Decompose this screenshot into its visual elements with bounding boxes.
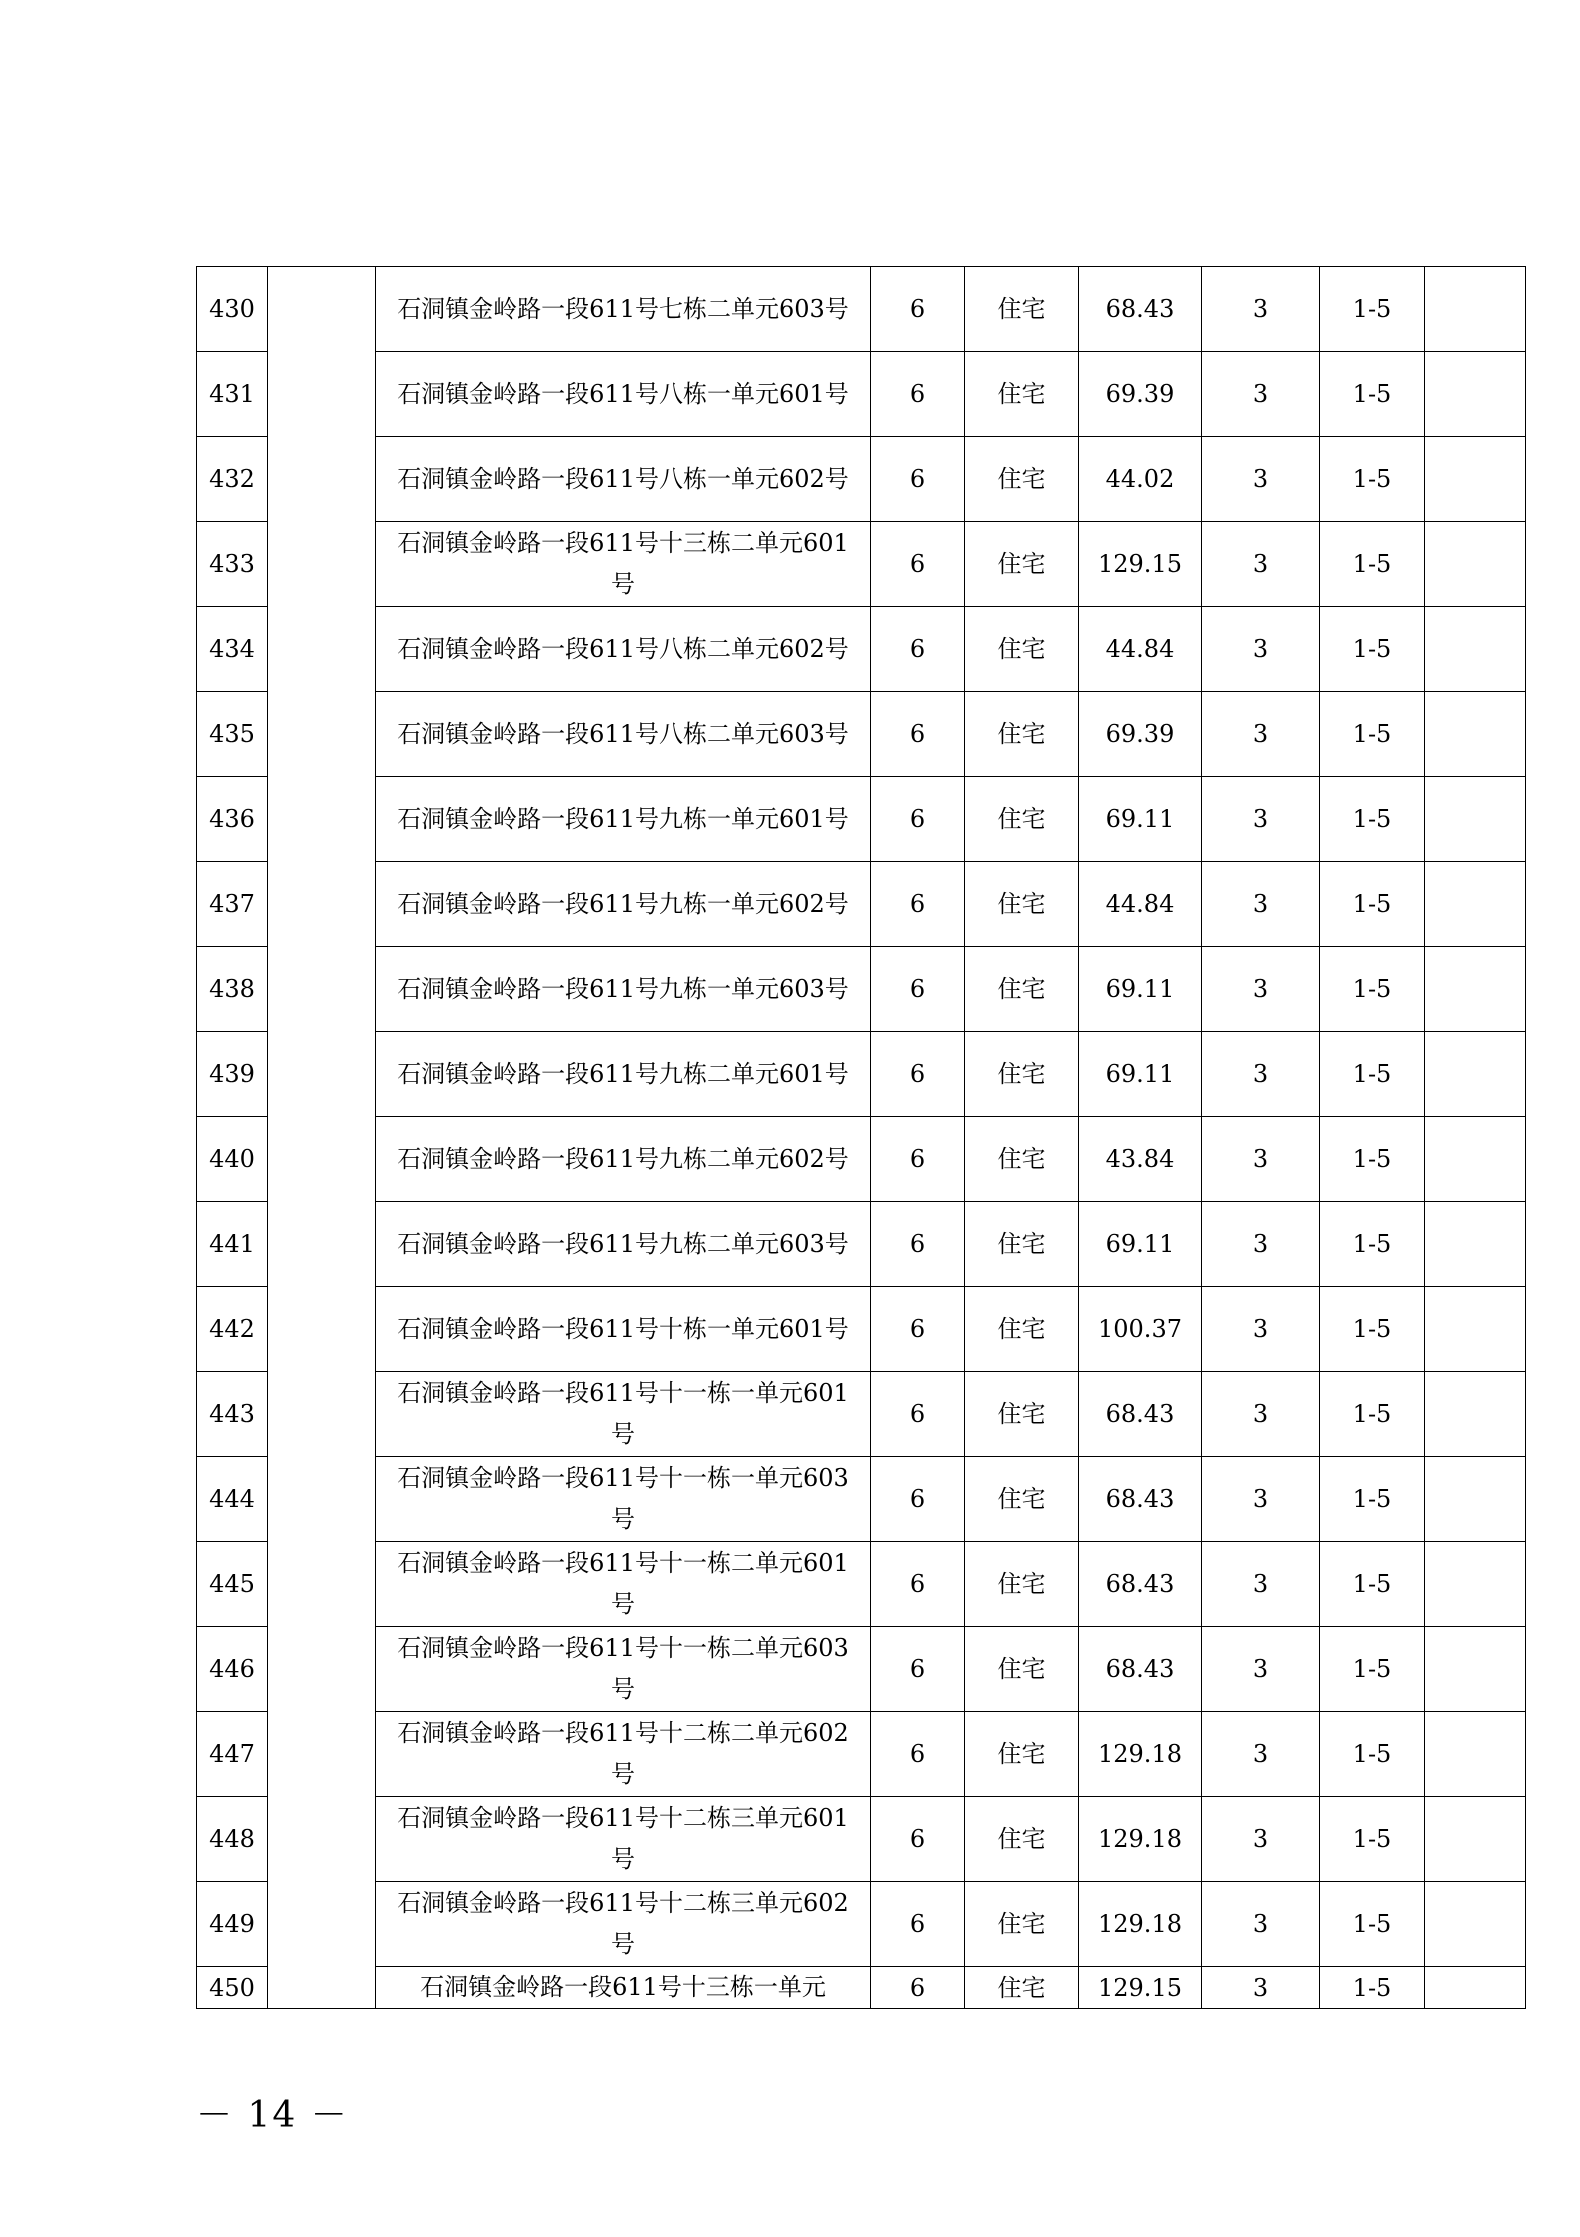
usage-cell: 住宅 (965, 777, 1079, 862)
grade-cell: 3 (1202, 607, 1320, 692)
table-row (197, 607, 1526, 692)
note-cell (1425, 1032, 1526, 1117)
area-cell: 43.84 (1079, 1117, 1202, 1202)
grade-cell: 3 (1202, 692, 1320, 777)
grade-cell: 3 (1202, 352, 1320, 437)
usage-cell: 住宅 (965, 947, 1079, 1032)
area-cell: 129.18 (1079, 1882, 1202, 1967)
usage-cell: 住宅 (965, 1542, 1079, 1627)
row-number-cell: 443 (197, 1372, 268, 1457)
area-cell: 69.39 (1079, 692, 1202, 777)
grade-cell: 3 (1202, 1712, 1320, 1797)
note-cell (1425, 1117, 1526, 1202)
area-cell: 100.37 (1079, 1287, 1202, 1372)
note-cell (1425, 692, 1526, 777)
row-number-cell: 442 (197, 1287, 268, 1372)
usage-cell: 住宅 (965, 267, 1079, 352)
usage-cell: 住宅 (965, 1967, 1079, 2009)
area-cell: 129.15 (1079, 522, 1202, 607)
range-cell: 1-5 (1320, 692, 1425, 777)
range-cell: 1-5 (1320, 437, 1425, 522)
grade-cell: 3 (1202, 777, 1320, 862)
table-row (197, 1712, 1526, 1797)
note-cell (1425, 777, 1526, 862)
range-cell: 1-5 (1320, 1117, 1425, 1202)
area-cell: 44.84 (1079, 862, 1202, 947)
address-cell: 石洞镇金岭路一段611号十三栋一单元 (376, 1967, 871, 2009)
address-cell: 石洞镇金岭路一段611号十一栋二单元603号 (376, 1627, 871, 1712)
note-cell (1425, 1287, 1526, 1372)
usage-cell: 住宅 (965, 692, 1079, 777)
range-cell: 1-5 (1320, 1627, 1425, 1712)
row-number-cell: 450 (197, 1967, 268, 2009)
note-cell (1425, 1712, 1526, 1797)
grade-cell: 3 (1202, 1542, 1320, 1627)
address-cell: 石洞镇金岭路一段611号九栋二单元601号 (376, 1032, 871, 1117)
table-row (197, 1032, 1526, 1117)
floor-cell: 6 (871, 607, 965, 692)
floor-cell: 6 (871, 1372, 965, 1457)
address-cell: 石洞镇金岭路一段611号十三栋二单元601号 (376, 522, 871, 607)
address-cell: 石洞镇金岭路一段611号十一栋一单元603号 (376, 1457, 871, 1542)
floor-cell: 6 (871, 352, 965, 437)
floor-cell: 6 (871, 1202, 965, 1287)
usage-cell: 住宅 (965, 1797, 1079, 1882)
row-number-cell: 446 (197, 1627, 268, 1712)
note-cell (1425, 1797, 1526, 1882)
note-cell (1425, 1202, 1526, 1287)
floor-cell: 6 (871, 1032, 965, 1117)
floor-cell: 6 (871, 1967, 965, 2009)
note-cell (1425, 1542, 1526, 1627)
range-cell: 1-5 (1320, 1202, 1425, 1287)
table-row (197, 1797, 1526, 1882)
range-cell: 1-5 (1320, 862, 1425, 947)
area-cell: 68.43 (1079, 1457, 1202, 1542)
grade-cell: 3 (1202, 1032, 1320, 1117)
usage-cell: 住宅 (965, 1372, 1079, 1457)
floor-cell: 6 (871, 267, 965, 352)
floor-cell: 6 (871, 1797, 965, 1882)
address-cell: 石洞镇金岭路一段611号八栋一单元601号 (376, 352, 871, 437)
row-number-cell: 432 (197, 437, 268, 522)
row-number-cell: 437 (197, 862, 268, 947)
row-number-cell: 449 (197, 1882, 268, 1967)
usage-cell: 住宅 (965, 522, 1079, 607)
note-cell (1425, 862, 1526, 947)
range-cell: 1-5 (1320, 1287, 1425, 1372)
note-cell (1425, 437, 1526, 522)
floor-cell: 6 (871, 1712, 965, 1797)
range-cell: 1-5 (1320, 1032, 1425, 1117)
address-cell: 石洞镇金岭路一段611号九栋二单元602号 (376, 1117, 871, 1202)
usage-cell: 住宅 (965, 1712, 1079, 1797)
address-cell: 石洞镇金岭路一段611号八栋二单元603号 (376, 692, 871, 777)
row-number-cell: 440 (197, 1117, 268, 1202)
range-cell: 1-5 (1320, 947, 1425, 1032)
area-cell: 44.02 (1079, 437, 1202, 522)
floor-cell: 6 (871, 1882, 965, 1967)
address-cell: 石洞镇金岭路一段611号十栋一单元601号 (376, 1287, 871, 1372)
table-row (197, 1967, 1526, 2009)
usage-cell: 住宅 (965, 862, 1079, 947)
address-cell: 石洞镇金岭路一段611号十二栋三单元602号 (376, 1882, 871, 1967)
usage-cell: 住宅 (965, 1457, 1079, 1542)
table-row (197, 862, 1526, 947)
table-row (197, 777, 1526, 862)
page-number: － 14 － (196, 2095, 349, 2136)
note-cell (1425, 1967, 1526, 2009)
row-number-cell: 431 (197, 352, 268, 437)
table-row (197, 522, 1526, 607)
grade-cell: 3 (1202, 947, 1320, 1032)
note-cell (1425, 1627, 1526, 1712)
usage-cell: 住宅 (965, 1032, 1079, 1117)
address-cell: 石洞镇金岭路一段611号八栋一单元602号 (376, 437, 871, 522)
area-cell: 69.11 (1079, 947, 1202, 1032)
row-number-cell: 444 (197, 1457, 268, 1542)
usage-cell: 住宅 (965, 1627, 1079, 1712)
floor-cell: 6 (871, 522, 965, 607)
range-cell: 1-5 (1320, 777, 1425, 862)
grade-cell: 3 (1202, 1457, 1320, 1542)
range-cell: 1-5 (1320, 267, 1425, 352)
row-number-cell: 433 (197, 522, 268, 607)
table-row (197, 1457, 1526, 1542)
grade-cell: 3 (1202, 1202, 1320, 1287)
floor-cell: 6 (871, 1627, 965, 1712)
table-row (197, 267, 1526, 352)
grade-cell: 3 (1202, 1797, 1320, 1882)
table-row (197, 1882, 1526, 1967)
table-row (197, 1202, 1526, 1287)
range-cell: 1-5 (1320, 1457, 1425, 1542)
address-cell: 石洞镇金岭路一段611号十一栋一单元601号 (376, 1372, 871, 1457)
area-cell: 68.43 (1079, 1627, 1202, 1712)
row-number-cell: 447 (197, 1712, 268, 1797)
area-cell: 129.15 (1079, 1967, 1202, 2009)
usage-cell: 住宅 (965, 1287, 1079, 1372)
floor-cell: 6 (871, 437, 965, 522)
grade-cell: 3 (1202, 1967, 1320, 2009)
table-row (197, 1542, 1526, 1627)
range-cell: 1-5 (1320, 1882, 1425, 1967)
area-cell: 69.39 (1079, 352, 1202, 437)
note-cell (1425, 522, 1526, 607)
address-cell: 石洞镇金岭路一段611号九栋一单元603号 (376, 947, 871, 1032)
grade-cell: 3 (1202, 1117, 1320, 1202)
note-cell (1425, 607, 1526, 692)
table-row (197, 437, 1526, 522)
address-cell: 石洞镇金岭路一段611号九栋二单元603号 (376, 1202, 871, 1287)
table-row (197, 352, 1526, 437)
usage-cell: 住宅 (965, 1202, 1079, 1287)
address-cell: 石洞镇金岭路一段611号九栋一单元602号 (376, 862, 871, 947)
note-cell (1425, 267, 1526, 352)
grade-cell: 3 (1202, 1287, 1320, 1372)
grade-cell: 3 (1202, 267, 1320, 352)
property-table (196, 266, 1526, 2009)
row-number-cell: 436 (197, 777, 268, 862)
grade-cell: 3 (1202, 437, 1320, 522)
usage-cell: 住宅 (965, 1117, 1079, 1202)
floor-cell: 6 (871, 1542, 965, 1627)
area-cell: 129.18 (1079, 1712, 1202, 1797)
note-cell (1425, 1457, 1526, 1542)
range-cell: 1-5 (1320, 1967, 1425, 2009)
floor-cell: 6 (871, 1117, 965, 1202)
address-cell: 石洞镇金岭路一段611号七栋二单元603号 (376, 267, 871, 352)
row-number-cell: 441 (197, 1202, 268, 1287)
area-cell: 69.11 (1079, 1032, 1202, 1117)
area-cell: 68.43 (1079, 267, 1202, 352)
area-cell: 69.11 (1079, 1202, 1202, 1287)
row-number-cell: 445 (197, 1542, 268, 1627)
row-number-cell: 439 (197, 1032, 268, 1117)
usage-cell: 住宅 (965, 607, 1079, 692)
area-cell: 69.11 (1079, 777, 1202, 862)
row-number-cell: 435 (197, 692, 268, 777)
address-cell: 石洞镇金岭路一段611号九栋一单元601号 (376, 777, 871, 862)
note-cell (1425, 1372, 1526, 1457)
area-cell: 44.84 (1079, 607, 1202, 692)
area-cell: 68.43 (1079, 1372, 1202, 1457)
address-cell: 石洞镇金岭路一段611号十一栋二单元601号 (376, 1542, 871, 1627)
usage-cell: 住宅 (965, 1882, 1079, 1967)
range-cell: 1-5 (1320, 522, 1425, 607)
grade-cell: 3 (1202, 862, 1320, 947)
merged-group-cell (268, 267, 376, 2009)
note-cell (1425, 947, 1526, 1032)
note-cell (1425, 1882, 1526, 1967)
area-cell: 68.43 (1079, 1542, 1202, 1627)
floor-cell: 6 (871, 1457, 965, 1542)
row-number-cell: 434 (197, 607, 268, 692)
range-cell: 1-5 (1320, 1542, 1425, 1627)
range-cell: 1-5 (1320, 1712, 1425, 1797)
table-body (197, 267, 1526, 2009)
floor-cell: 6 (871, 777, 965, 862)
address-cell: 石洞镇金岭路一段611号十二栋二单元602号 (376, 1712, 871, 1797)
table-row (197, 1287, 1526, 1372)
table-row (197, 947, 1526, 1032)
grade-cell: 3 (1202, 522, 1320, 607)
range-cell: 1-5 (1320, 1372, 1425, 1457)
table-row (197, 692, 1526, 777)
range-cell: 1-5 (1320, 1797, 1425, 1882)
floor-cell: 6 (871, 692, 965, 777)
row-number-cell: 448 (197, 1797, 268, 1882)
address-cell: 石洞镇金岭路一段611号十二栋三单元601号 (376, 1797, 871, 1882)
grade-cell: 3 (1202, 1882, 1320, 1967)
usage-cell: 住宅 (965, 437, 1079, 522)
grade-cell: 3 (1202, 1627, 1320, 1712)
table-row (197, 1117, 1526, 1202)
row-number-cell: 438 (197, 947, 268, 1032)
note-cell (1425, 352, 1526, 437)
grade-cell: 3 (1202, 1372, 1320, 1457)
range-cell: 1-5 (1320, 352, 1425, 437)
address-cell: 石洞镇金岭路一段611号八栋二单元602号 (376, 607, 871, 692)
area-cell: 129.18 (1079, 1797, 1202, 1882)
table-row (197, 1627, 1526, 1712)
floor-cell: 6 (871, 947, 965, 1032)
floor-cell: 6 (871, 1287, 965, 1372)
usage-cell: 住宅 (965, 352, 1079, 437)
table-row (197, 1372, 1526, 1457)
range-cell: 1-5 (1320, 607, 1425, 692)
row-number-cell: 430 (197, 267, 268, 352)
floor-cell: 6 (871, 862, 965, 947)
